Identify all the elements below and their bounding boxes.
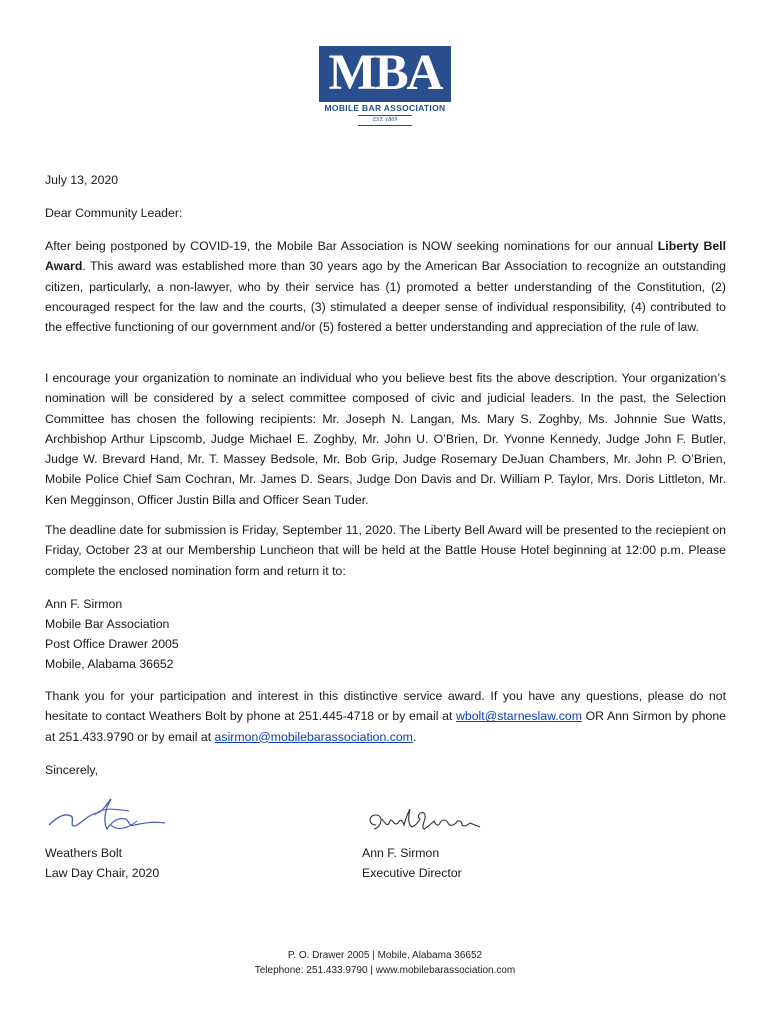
- signature-weathers-bolt: [45, 795, 170, 840]
- email-link-wbolt[interactable]: wbolt@starneslaw.com: [456, 709, 582, 724]
- logo-organization-name: MOBILE BAR ASSOCIATION: [324, 103, 446, 113]
- email-link-asirmon[interactable]: asirmon@mobilebarassociation.com: [214, 729, 413, 744]
- address-line: Ann F. Sirmon: [45, 597, 123, 611]
- mba-logo: [319, 46, 451, 124]
- footer-address: P. O. Drawer 2005 | Mobile, Alabama 36652: [287, 950, 483, 961]
- address-line: Mobile, Alabama 36652: [45, 657, 174, 671]
- signer1-title: Law Day Chair, 2020: [45, 866, 160, 880]
- logo-established: EST. 1869: [358, 115, 412, 126]
- salutation: Dear Community Leader:: [45, 206, 183, 220]
- signer2-name: Ann F. Sirmon: [362, 846, 440, 860]
- paragraph-intro: After being postponed by COVID-19, the Mobile Bar Association is NOW seeking nominations for our annual Liberty Bell Award. This award was established more than 30 years ago by the American Bar Association to recognize an outstanding citizen, particularly, a non-lawyer, who by their service has (1) promoted a better understanding of the Constitution, (2) encouraged respect for the law and the courts, (3) stimulated a deeper sense of individual responsibility, (4) contributed to the effective functioning of our government and/or (5) fostered a better understanding and appreciation of the rule of law.: [45, 239, 726, 335]
- letter-date: July 13, 2020: [45, 173, 119, 187]
- paragraph-contact: Thank you for your participation and interest in this distinctive service award. If you have any questions, please do not hesitate to contact Weathers Bolt by phone at 251.445-4718 or by email at wbolt@starneslaw.com OR Ann Sirmon by phone at 251.433.9790 or by email at asirmon@mobilebarassociation.com.: [45, 689, 726, 744]
- logo-letters: MBA: [328, 45, 442, 101]
- closing: Sincerely,: [45, 763, 99, 777]
- signer1-name: Weathers Bolt: [45, 846, 123, 860]
- address-line: Mobile Bar Association: [45, 617, 170, 631]
- footer-contact: Telephone: 251.433.9790 | www.mobilebarassociation.com: [254, 965, 516, 976]
- address-line: Post Office Drawer 2005: [45, 637, 179, 651]
- award-name: Liberty Bell Award: [45, 239, 726, 274]
- paragraph-deadline: The deadline date for submission is Friday, September 11, 2020. The Liberty Bell Award will be presented to the reciepient on Friday, October 23 at our Membership Luncheon that will be held at the Battle House Hotel beginning at 12:00 p.m. Please complete the enclosed nomination form and return it to:: [45, 523, 726, 578]
- signature-ann-sirmon: [362, 805, 487, 840]
- paragraph-recipients: I encourage your organization to nominate an individual who you believe best fits the above description. Your organization’s nomination will be considered by a select committee composed of civic and judicial leaders. In the past, the Selection Committee has chosen the following recipients: Mr. Joseph N. Langan, Ms. Mary S. Zoghby, Ms. Johnnie Sue Watts, Archbishop Arthur Lipscomb, Judge Michael E. Zoghby, Mr. John U. O’Brien, Dr. Yvonne Kennedy, Judge John F. Butler, Judge W. Brevard Hand, Mr. T. Massey Bedsole, Mr. Bob Grip, Judge Rosemary DeJuan Chambers, Mr. John P. O’Brien, Mobile Police Chief Sam Cochran, Mr. James D. Sears, Judge Don Davis and Dr. William P. Taylor, Mrs. Doris Littleton, Mr. Ken Megginson, Officer Justin Billa and Officer Sean Tuder.: [45, 371, 726, 507]
- signer2-title: Executive Director: [362, 866, 462, 880]
